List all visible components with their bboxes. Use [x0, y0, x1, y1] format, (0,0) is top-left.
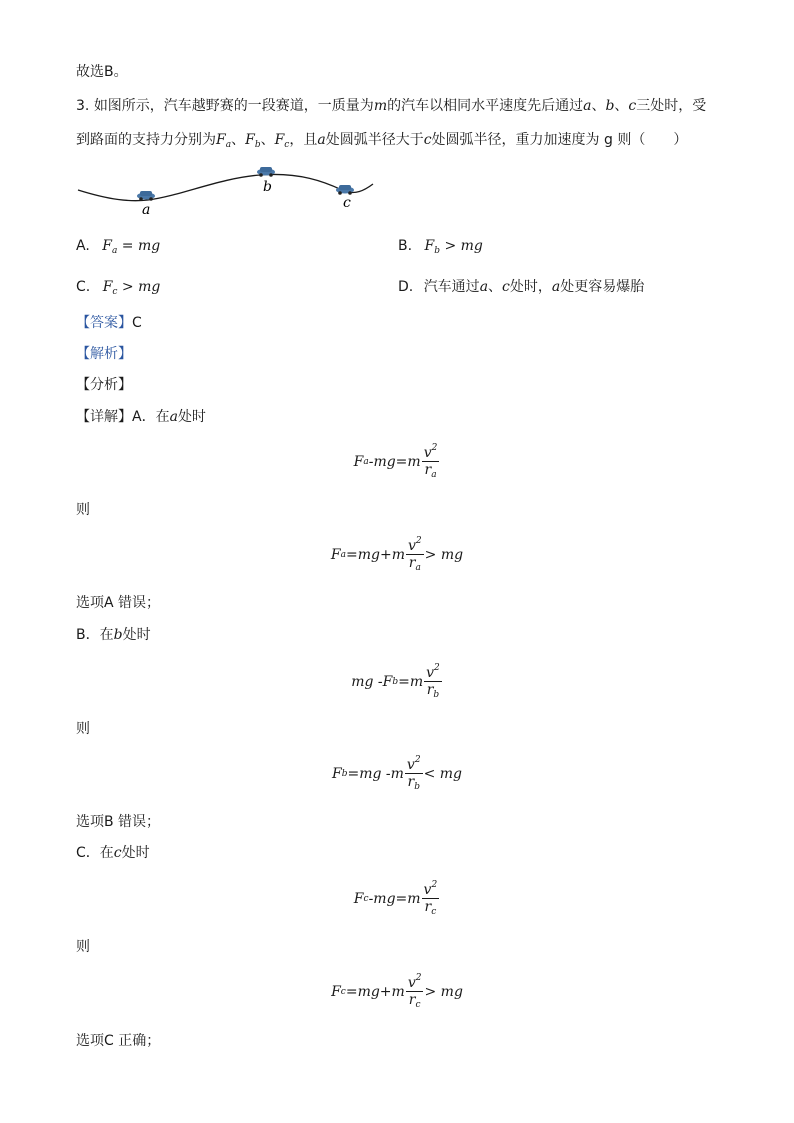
separator: 、: [488, 279, 503, 295]
question-stem-line-1: [76, 96, 706, 116]
equation-1: [0, 440, 794, 484]
detail-tag: 【详解】: [76, 409, 132, 425]
force-subscript: c: [112, 287, 118, 297]
force-symbol: F: [216, 132, 226, 148]
var-b: b: [605, 98, 615, 114]
force-subscript: b: [434, 246, 440, 256]
then-text: 则: [76, 721, 90, 737]
separator: 、: [614, 98, 629, 114]
force-symbol: F: [245, 132, 255, 148]
option-text: 处时，: [509, 279, 552, 295]
var-a: a: [583, 98, 592, 114]
stem-text: ，且: [289, 132, 318, 148]
conclusion-c: 选项C 正确；: [76, 1033, 161, 1049]
stem-text: 处圆弧半径大于: [325, 132, 424, 148]
track-figure: [70, 160, 390, 220]
part-c-line: [76, 843, 150, 863]
relation: > mg: [121, 279, 161, 295]
equation-5: [0, 877, 794, 921]
frac-den-sub: b: [414, 782, 420, 792]
frac-num: v: [423, 445, 432, 461]
equation-4: [0, 752, 794, 796]
relation: > mg: [444, 238, 483, 254]
eq-term: > mg: [424, 984, 463, 1000]
car-icon: [137, 191, 155, 201]
eq-term: mg -F: [351, 674, 393, 690]
stem-text: 到路面的支持力分别为: [76, 132, 216, 148]
var-a: a: [169, 409, 178, 425]
question-number: 3.: [76, 98, 90, 114]
separator: 、: [231, 132, 246, 148]
then-line-3: [76, 937, 90, 957]
then-line-1: [76, 500, 90, 520]
frac-sup: 2: [415, 536, 422, 546]
frac-den: r: [424, 462, 432, 478]
eq-term: -mg=m: [368, 454, 421, 470]
option-text: 汽车通过: [423, 279, 480, 295]
force-symbol: F: [274, 132, 285, 148]
frac-sup: 2: [431, 880, 438, 890]
var-m: m: [373, 98, 388, 114]
eq-term: F: [332, 766, 342, 782]
eq-subscript: b: [392, 677, 399, 687]
var-c: c: [628, 98, 637, 114]
eq-term: > mg: [424, 547, 464, 563]
eq-term: =mg+m: [345, 984, 405, 1000]
frac-num: v: [426, 665, 435, 681]
stem-text: 如图所示，汽车越野赛的一段赛道，一质量为: [93, 98, 374, 114]
figure-label-a: a: [142, 202, 151, 218]
detail-line: [76, 407, 206, 427]
fraction: [422, 440, 440, 484]
stem-text: 的汽车以相同水平速度先后通过: [387, 98, 584, 114]
frac-den-sub: c: [431, 907, 437, 917]
answer-line: [76, 313, 142, 333]
frac-den: r: [408, 992, 416, 1008]
eq-term: F: [353, 454, 364, 470]
frac-sup: 2: [414, 755, 421, 765]
force-subscript: c: [284, 140, 290, 150]
option-a: [76, 236, 160, 261]
detail-text: 处时: [177, 409, 206, 425]
part-b-text: B．在: [76, 627, 114, 643]
then-line-2: [76, 719, 90, 739]
var-a: a: [551, 279, 561, 295]
frac-den-sub: b: [433, 690, 440, 700]
conclusion-c-line: [76, 1031, 160, 1051]
var-a: a: [317, 132, 326, 148]
track-curve: [78, 174, 373, 200]
option-key: A.: [76, 238, 90, 254]
eq-term: =mg -m: [347, 766, 404, 782]
force-subscript: a: [225, 140, 232, 150]
var-c: c: [113, 845, 122, 861]
eq-term: =m: [398, 674, 424, 690]
then-text: 则: [76, 502, 90, 518]
fenxi-tag: 【分析】: [76, 377, 132, 393]
frac-den: r: [424, 899, 432, 915]
frac-sup: 2: [434, 663, 440, 673]
equation-2: [0, 533, 794, 577]
then-text: 则: [76, 939, 90, 955]
eq-subscript: a: [363, 457, 369, 467]
separator: 、: [260, 132, 275, 148]
equation-3: [0, 660, 794, 704]
eq-term: F: [353, 891, 364, 907]
previous-answer-text: 故选B。: [76, 64, 128, 80]
frac-sup: 2: [415, 973, 422, 983]
frac-den: r: [426, 682, 434, 698]
fraction: [406, 970, 424, 1014]
eq-subscript: b: [341, 769, 348, 779]
option-d: [398, 277, 644, 297]
detail-text: A．在: [132, 409, 170, 425]
car-icon: [336, 185, 354, 195]
force-symbol: F: [102, 279, 113, 295]
car-icon: [257, 167, 275, 177]
analysis-line: [76, 344, 132, 364]
part-b-line: [76, 625, 151, 645]
eq-term: F: [330, 547, 341, 563]
analysis-tag: 【解析】: [76, 346, 132, 362]
question-stem-line-2: [76, 130, 687, 155]
option-key: C.: [76, 279, 91, 295]
frac-den-sub: c: [415, 1000, 421, 1010]
conclusion-a-line: [76, 593, 160, 613]
force-symbol: F: [424, 238, 435, 254]
var-a: a: [479, 279, 489, 295]
frac-den: r: [407, 774, 415, 790]
eq-term: =mg+m: [346, 547, 405, 563]
fraction: [406, 533, 424, 577]
fenxi-line: [76, 375, 132, 395]
frac-num: v: [423, 882, 432, 898]
stem-text: 三处时，受: [636, 98, 707, 114]
frac-num: v: [406, 757, 415, 773]
eq-term: F: [331, 984, 341, 1000]
frac-sup: 2: [431, 443, 438, 453]
eq-subscript: a: [340, 550, 347, 560]
fraction: [424, 660, 442, 704]
equation-6: [0, 970, 794, 1014]
fraction: [422, 877, 440, 921]
stem-text: 处圆弧半径，重力加速度为 g 则（ ）: [431, 132, 688, 148]
conclusion-a: 选项A 错误；: [76, 595, 161, 611]
part-c-text: 处时: [121, 845, 150, 861]
answer-value: C: [132, 315, 142, 331]
option-b: [398, 236, 483, 261]
separator: 、: [591, 98, 606, 114]
force-subscript: b: [254, 140, 261, 150]
answer-tag: 【答案】: [76, 315, 132, 331]
frac-den-sub: a: [431, 470, 437, 480]
frac-den-sub: a: [415, 563, 421, 573]
eq-term: -mg=m: [368, 891, 421, 907]
var-b: b: [113, 627, 123, 643]
option-c: [76, 277, 160, 302]
figure-label-b: b: [263, 179, 272, 195]
option-key: B.: [398, 238, 413, 254]
figure-label-c: c: [343, 195, 351, 211]
fraction: [405, 752, 423, 796]
eq-subscript: c: [340, 987, 346, 997]
conclusion-b-line: [76, 812, 160, 832]
eq-subscript: c: [363, 894, 369, 904]
part-b-text: 处时: [122, 627, 151, 643]
var-c: c: [423, 132, 432, 148]
frac-den: r: [408, 555, 416, 571]
relation: = mg: [121, 238, 161, 254]
option-text: 处更容易爆胎: [560, 279, 645, 295]
frac-num: v: [407, 975, 416, 991]
frac-num: v: [408, 538, 416, 554]
eq-term: < mg: [423, 766, 462, 782]
option-key: D.: [398, 279, 414, 295]
force-symbol: F: [102, 238, 112, 254]
part-c-text: C．在: [76, 845, 114, 861]
previous-answer-line: [76, 62, 128, 82]
force-subscript: a: [111, 246, 118, 256]
var-c: c: [502, 279, 510, 295]
conclusion-b: 选项B 错误；: [76, 814, 161, 830]
